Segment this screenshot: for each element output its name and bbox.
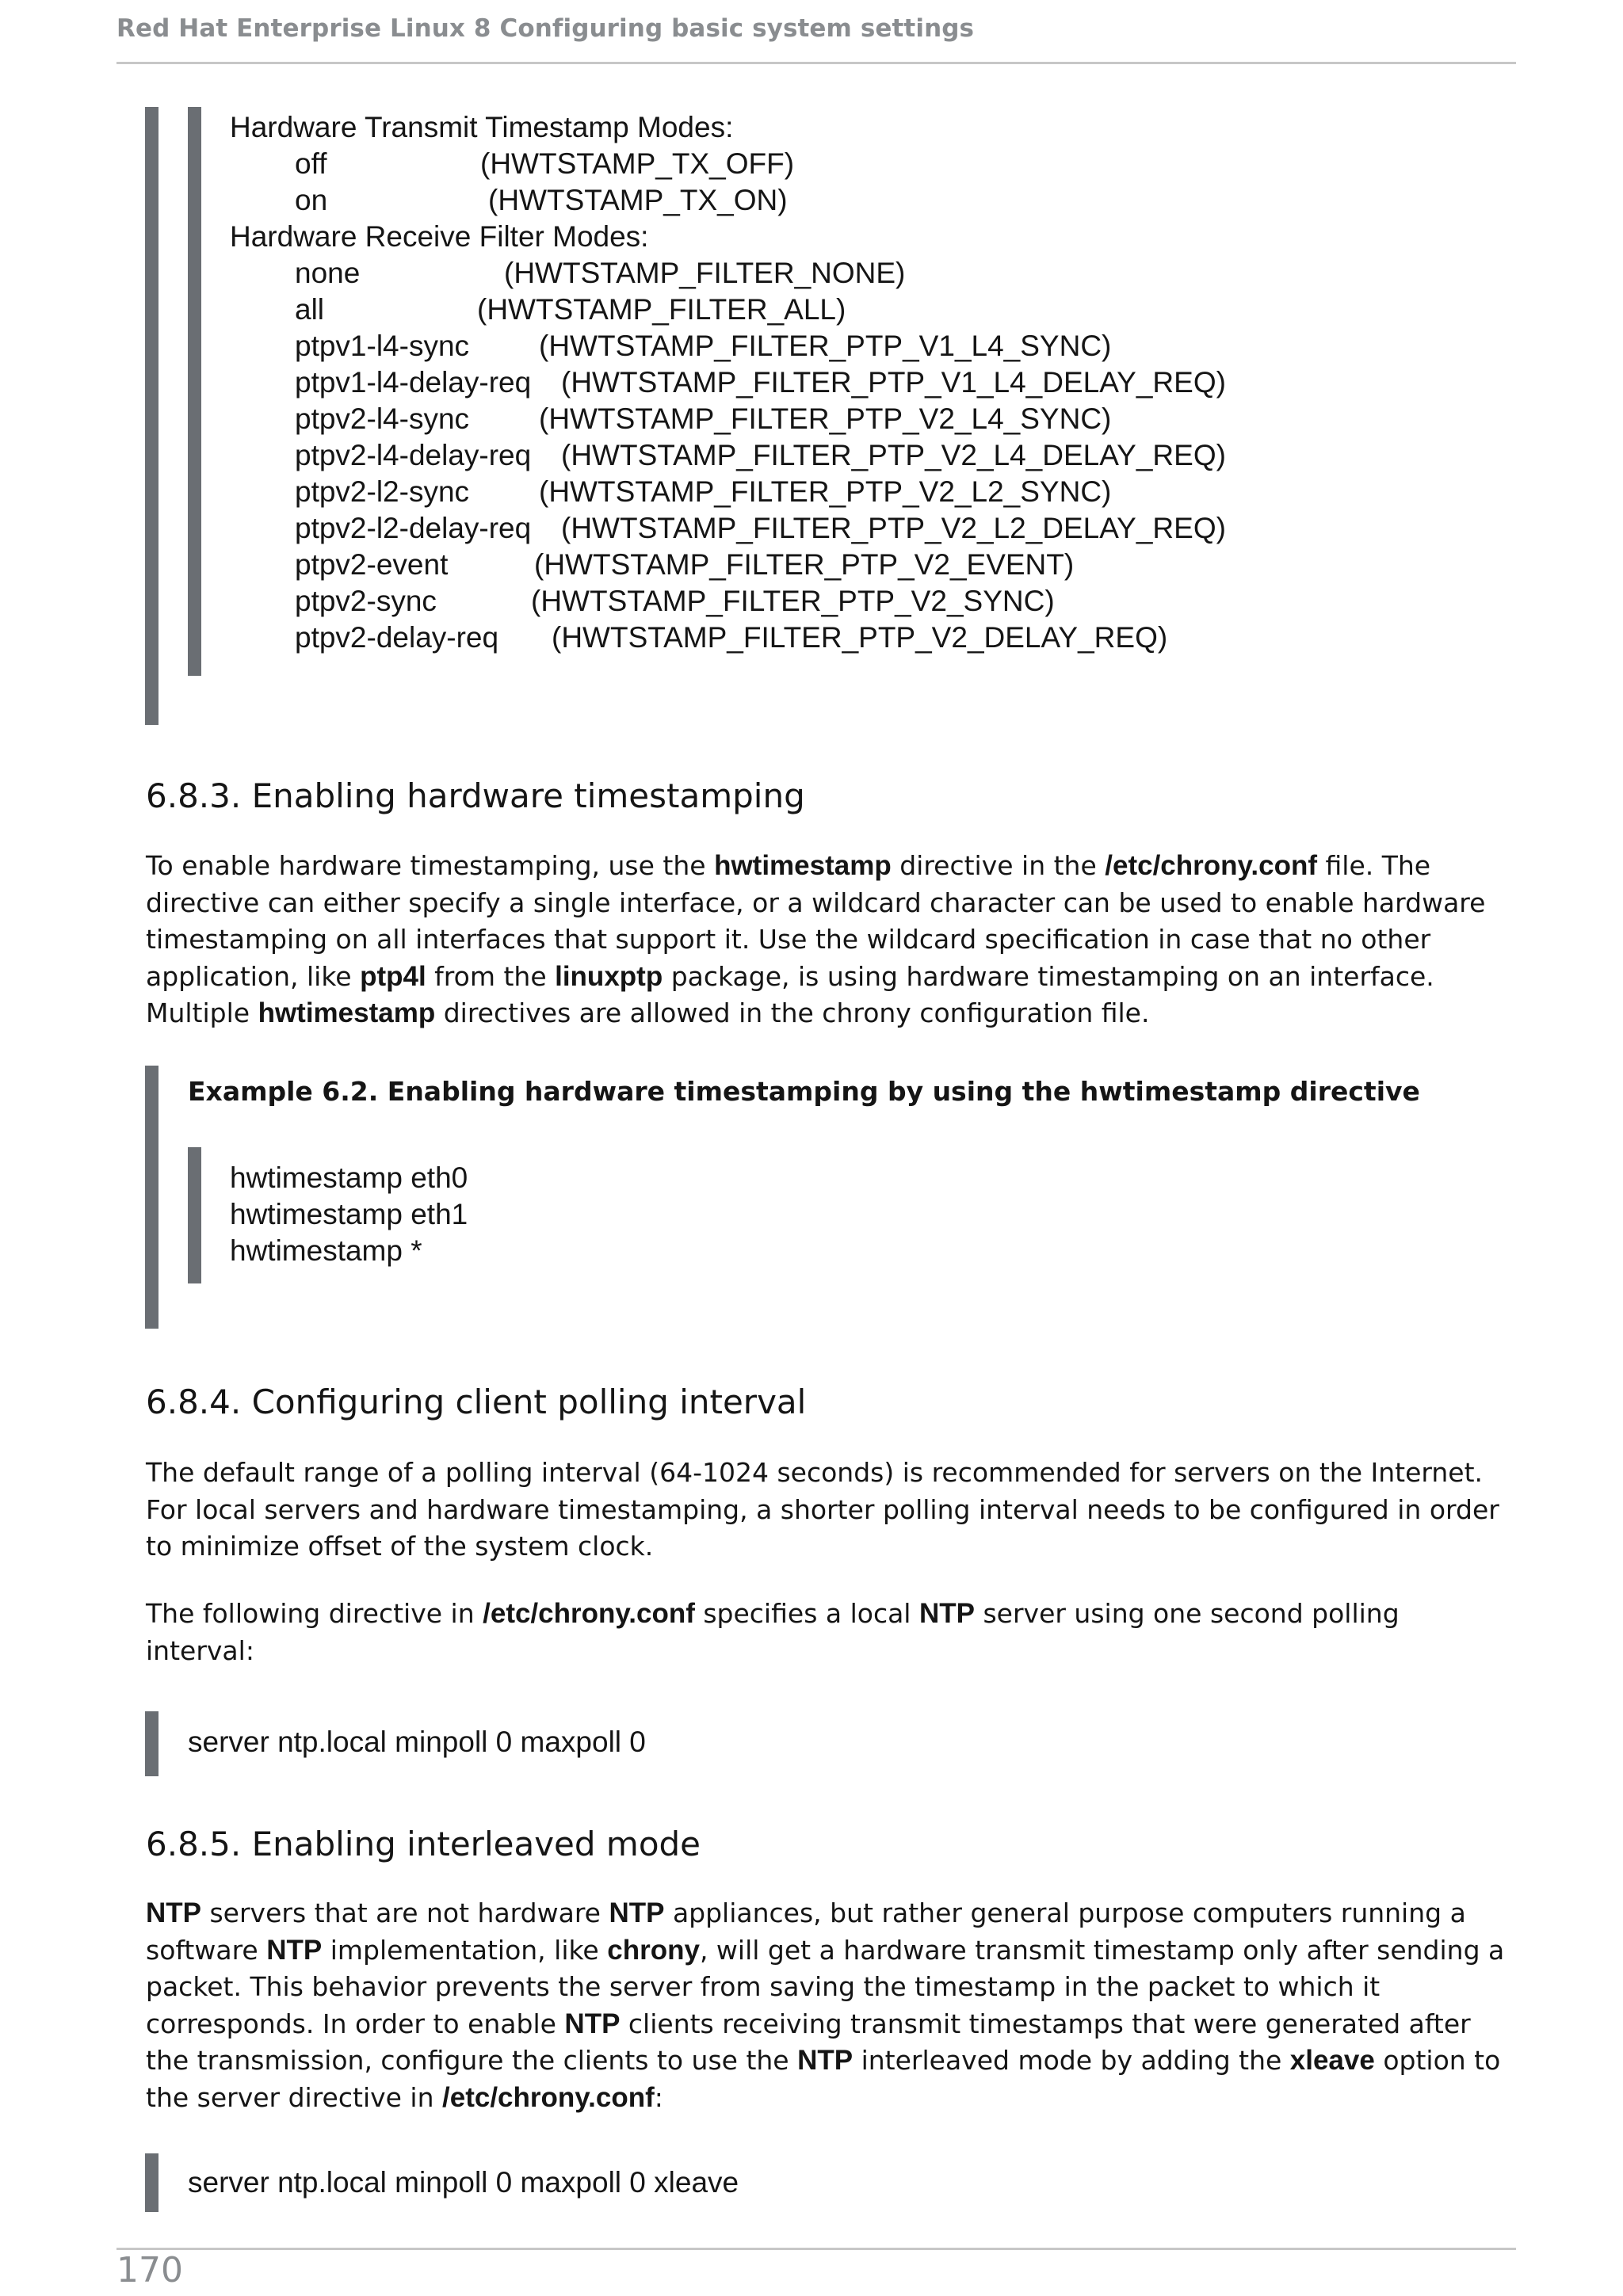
code-line: (HWTSTAMP_FILTER_PTP_V2_L4_SYNC) [539,402,1112,435]
section-heading-6-8-5: 6.8.5. Enabling interleaved mode [146,1825,701,1863]
code-line: on [295,184,328,216]
code-line: hwtimestamp eth1 [230,1198,468,1230]
code-line: none [295,257,361,289]
server-code-bar [145,1711,158,1776]
code-line: ptpv2-delay-req [295,621,499,654]
code-line: (HWTSTAMP_TX_ON) [488,184,788,216]
code-line: (HWTSTAMP_FILTER_PTP_V2_L4_DELAY_REQ) [561,439,1226,471]
code-line: ptpv2-l4-delay-req [295,439,532,471]
code-line: Hardware Transmit Timestamp Modes: [230,111,734,143]
example-block-bar [145,1066,158,1329]
code-line: (HWTSTAMP_FILTER_PTP_V2_SYNC) [531,585,1055,617]
code-line: off [295,147,327,180]
code-line: hwtimestamp * [230,1234,422,1267]
code-line: ptpv1-l4-delay-req [295,366,532,399]
code-line: ptpv2-l2-delay-req [295,512,532,544]
code-line: server ntp.local minpoll 0 maxpoll 0 [188,1726,646,1758]
outer-block-bar [145,107,158,725]
code-line: ptpv1-l4-sync [295,330,470,362]
code-line: server ntp.local minpoll 0 maxpoll 0 xleave [188,2166,739,2199]
paragraph-local-ntp-server: The following directive in /etc/chrony.conf specifies a local NTP server using one second polling interval: [146,1598,1400,1666]
paragraph-polling-interval: The default range of a polling interval (64-1024 seconds) is recommended for servers on the Internet. For local servers and hardware timestamping, a shorter polling interval needs to be configured in order to minimize offset of the system clock. [146,1457,1499,1562]
xleave-code-bar [145,2153,158,2212]
code-line: ptpv2-sync [295,585,437,617]
code-line: (HWTSTAMP_FILTER_ALL) [477,293,846,326]
code-line: ptpv2-l2-sync [295,475,470,508]
code-line: (HWTSTAMP_FILTER_PTP_V2_DELAY_REQ) [552,621,1168,654]
code-line: Hardware Receive Filter Modes: [230,220,649,253]
example-code-bar [188,1147,201,1283]
xleave-directive-code [188,2164,739,2231]
code-line: all [295,293,325,326]
code-line: (HWTSTAMP_FILTER_PTP_V1_L4_SYNC) [539,330,1112,362]
running-header: Red Hat Enterprise Linux 8 Configuring basic system settings [116,14,975,43]
example-code [230,1160,468,1293]
code-line: (HWTSTAMP_FILTER_PTP_V1_L4_DELAY_REQ) [561,366,1226,399]
page-number: 170 [116,2250,183,2290]
code-line: ptpv2-l4-sync [295,402,470,435]
header-rule [116,62,1516,64]
example-title: Example 6.2. Enabling hardware timestamping by using the hwtimestamp directive [188,1076,1420,1107]
paragraph-hardware-timestamping: To enable hardware timestamping, use the hwtimestamp directive in the /etc/chrony.conf file. The directive can either specify a single interface, or a wildcard character can be used to enable hardware timestamping on all interfaces that support it. Use the wildcard specification in case that no other application, like ptp4l from the linuxptp package, is using hardware timestamping on an interface. Multiple hwtimestamp directives are allowed in the chrony configuration file. [146,850,1486,1028]
inner-code-bar [188,107,201,676]
code-line: ptpv2-event [295,548,449,581]
code-line: (HWTSTAMP_FILTER_PTP_V2_EVENT) [534,548,1075,581]
section-heading-6-8-4: 6.8.4. Configuring client polling interval [146,1383,807,1421]
paragraph-interleaved-mode: NTP servers that are not hardware NTP appliances, but rather general purpose computers running a software NTP implementation, like chrony, will get a hardware transmit timestamp only after sending a packet. This behavior prevents the server from saving the timestamp in the packet to which it corresponds. In order to enable NTP clients receiving transmit timestamps that were generated after the transmission, configure the clients to use the NTP interleaved mode by adding the xleave option to the server directive in /etc/chrony.conf: [146,1897,1505,2113]
code-line: (HWTSTAMP_FILTER_PTP_V2_L2_DELAY_REQ) [561,512,1226,544]
code-line: (HWTSTAMP_FILTER_PTP_V2_L2_SYNC) [539,475,1112,508]
code-line: (HWTSTAMP_TX_OFF) [480,147,795,180]
section-heading-6-8-3: 6.8.3. Enabling hardware timestamping [146,776,805,815]
footer-rule [116,2248,1516,2250]
code-line: (HWTSTAMP_FILTER_NONE) [504,257,906,289]
code-line: hwtimestamp eth0 [230,1161,468,1194]
server-directive-code [188,1724,646,1791]
